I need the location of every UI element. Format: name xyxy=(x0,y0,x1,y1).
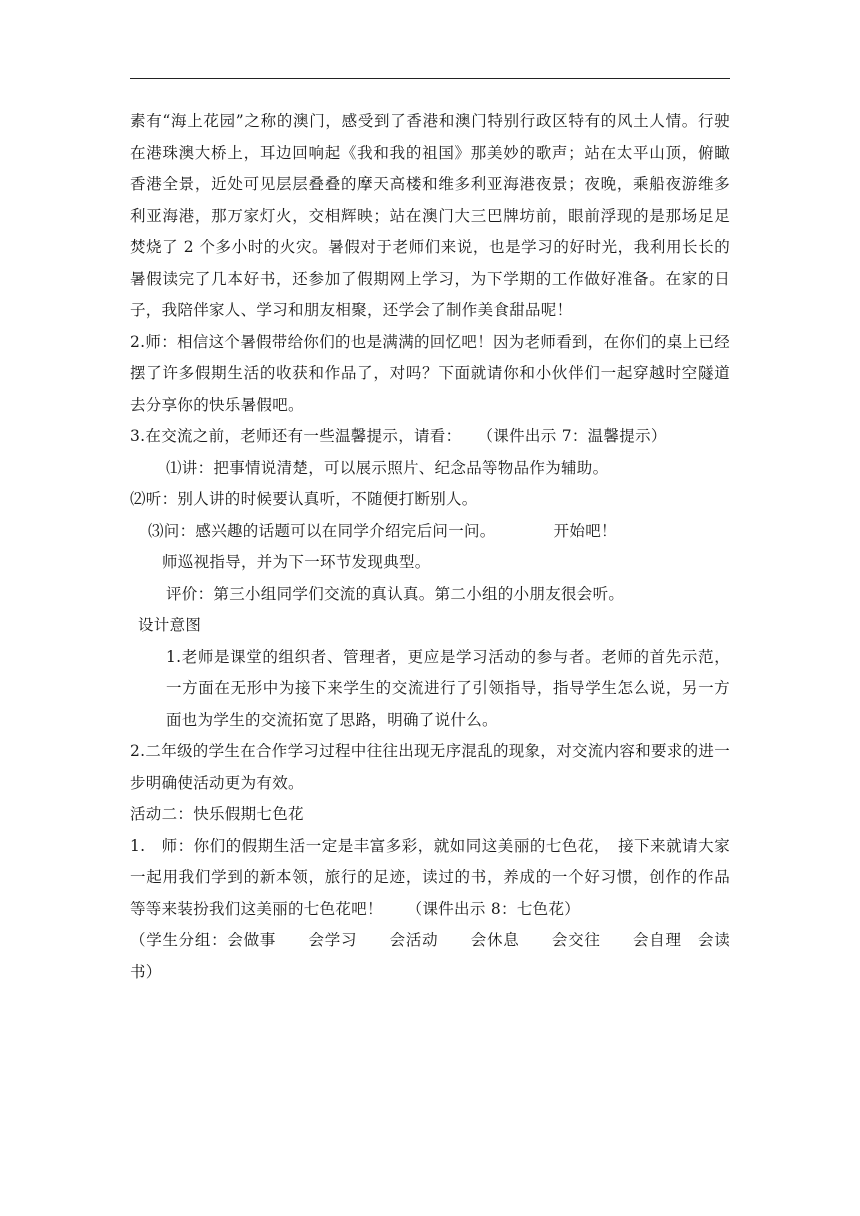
teacher-guidance: 师巡视指导，并为下一环节发现典型。 xyxy=(162,553,431,571)
document-body xyxy=(130,106,730,988)
header-rule xyxy=(130,78,730,79)
start-prompt: 开始吧！ xyxy=(553,521,617,540)
evaluation: 评价：第三小组同学们交流的真认真。第二小组的小朋友很会听。 xyxy=(166,584,625,603)
paragraph-travel: 素有“海上花园”之称的澳门，感受到了香港和澳门特别行政区特有的风土人情。行驶在港珠澳大桥上，耳边回响起《我和我的祖国》那美妙的歌声；站在太平山顶，俯瞰香港全景，近处可见层层叠叠的摩天高楼和维多利亚海港夜景；夜晚，乘船夜游维多利亚海港，那万家灯火，交相辉映；站在澳门大三巴牌坊前，眼前浮现的是那场足足焚烧了 2 个多小时的火灾。暑假对于老师们来说，也是学习的好时光，我利用长长的暑假读完了几本好书，还参加了假期网上学习，为下学期的工作做好准备。在家的日子，我陪伴家人、学习和朋友相聚，还学会了制作美食甜品呢！ xyxy=(130,112,730,319)
paragraph-tips-3: 3.在交流之前，老师还有一些温馨提示，请看： （课件出示 7：温馨提示） xyxy=(130,427,667,445)
tip-ask: ⑶问：感兴趣的话题可以在同学介绍完后问一问。 xyxy=(148,521,496,540)
tip-listen: ⑵听：别人讲的时候要认真听，不随便打断别人。 xyxy=(130,490,478,508)
tip-speak: ⑴讲：把事情说清楚，可以展示照片、纪念品等物品作为辅助。 xyxy=(166,458,609,477)
activity-two-step-1: 1. 师：你们的假期生活一定是丰富多彩，就如同这美丽的七色花， 接下来就请大家一起用我们学到的新本领，旅行的足迹，读过的书，养成的一个好习惯，创作的作品等等来装扮我们这美丽的七色花吧！ （课件出示 8：七色花） xyxy=(130,836,730,918)
design-intent-2: 2.二年级的学生在合作学习过程中往往出现无序混乱的现象，对交流内容和要求的进一步明确使活动更为有效。 xyxy=(130,742,730,792)
design-intent-1: 1.老师是课堂的组织者、管理者，更应是学习活动的参与者。老师的首先示范，一方面在无形中为接下来学生的交流进行了引领指导，指导学生怎么说，另一方面也为学生的交流拓宽了思路，明确了说什么。 xyxy=(166,647,730,729)
student-groups: （学生分组：会做事 会学习 会活动 会休息 会交往 会自理 会读书） xyxy=(130,931,730,981)
paragraph-teacher-2: 2.师：相信这个暑假带给你们的也是满满的回忆吧！因为老师看到，在你们的桌上已经摆了许多假期生活的收获和作品了，对吗？下面就请你和小伙伴们一起穿越时空隧道去分享你的快乐暑假吧。 xyxy=(130,332,730,414)
activity-two-heading: 活动二：快乐假期七色花 xyxy=(130,805,304,823)
tip-ask-line xyxy=(130,516,730,548)
design-intent-heading: 设计意图 xyxy=(138,616,202,634)
